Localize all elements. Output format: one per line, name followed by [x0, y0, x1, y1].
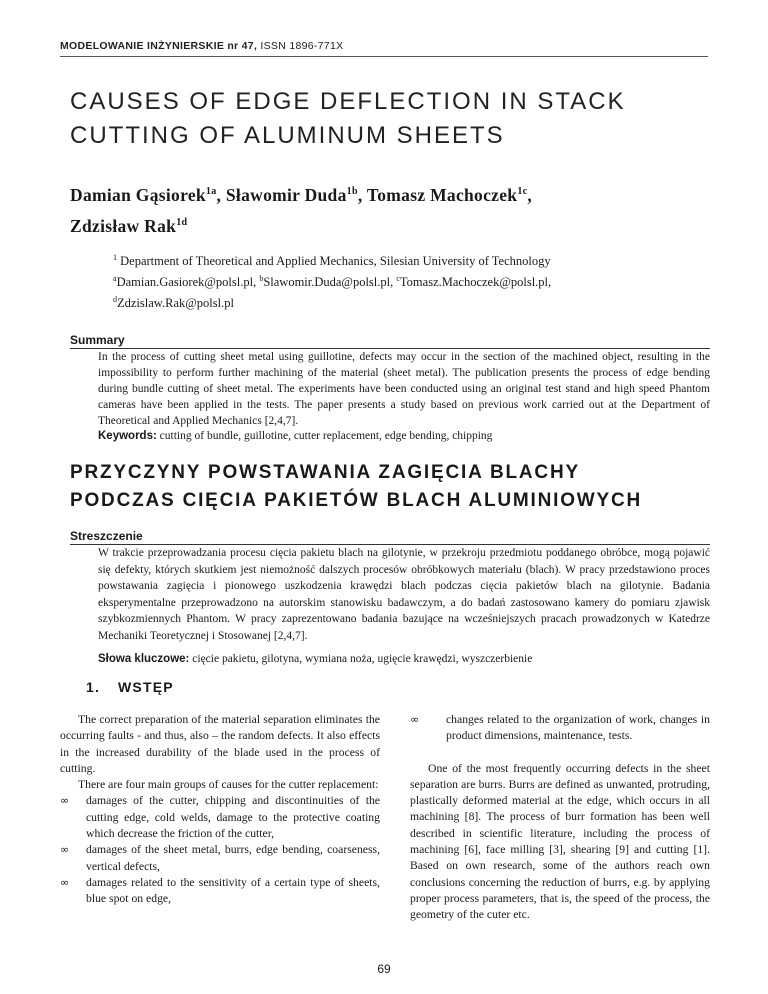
author-email[interactable]: Tomasz.Machoczek@polsl.pl — [399, 275, 549, 290]
section-number: 1. — [86, 679, 101, 695]
list-item — [60, 875, 380, 908]
title-en-line-1: CAUSES OF EDGE DEFLECTION IN STACK — [70, 88, 626, 115]
list-item-text: damages of the cutter, chipping and discontinuities of the cutting edge, cold welds, damage to the protective coating which decrease the friction of the cutter, — [86, 794, 380, 841]
email-mark: a — [113, 274, 117, 284]
author-email[interactable]: Damian.Gasiorek@polsl.pl — [116, 275, 254, 290]
streszczenie-heading: Streszczenie — [70, 529, 710, 545]
email-separator: , — [390, 275, 397, 290]
infinity-bullet-icon: ∞ — [60, 794, 70, 808]
journal-header — [60, 40, 708, 57]
author-name: Tomasz Machoczek — [366, 184, 518, 205]
author-name: Zdzisław Rak — [70, 215, 177, 236]
title-pl-line-1: PRZYCZYNY POWSTAWANIA ZAGIĘCIA BLACHY — [70, 462, 580, 483]
email-mark: d — [113, 295, 117, 305]
keywords-line — [98, 428, 710, 444]
paper-title-english — [70, 85, 710, 153]
affiliation-text: Department of Theoretical and Applied Mechanics, Silesian University of Technology — [120, 254, 551, 269]
summary-text: In the process of cutting sheet metal using guillotine, defects may occur in the section of the machined object, resulting in the impossibility to perform further machining of the material (sheet metal). The publication presents the process of edge bending during bundle cutting of sheet metal. The experiments have been conducted using an original test stand and high speed Phantom cameras have been applied in the tests. The paper presents a study based on previous work carried out at the Department of Theoretical and Applied Mechanics [2,4,7]. — [98, 351, 710, 427]
left-column — [60, 712, 380, 908]
email-mark: b — [259, 274, 264, 284]
journal-issn: ISSN 1896-771X — [260, 40, 344, 52]
author-email[interactable]: Zdzislaw.Rak@polsl.pl — [117, 296, 234, 311]
section-title: WSTĘP — [118, 679, 174, 695]
list-item — [410, 712, 710, 745]
section-heading — [86, 679, 174, 695]
author-separator: , — [357, 184, 367, 205]
slowa-kluczowe-label: Słowa kluczowe: — [98, 653, 190, 665]
author-affiliation-mark: 1b — [346, 186, 358, 197]
affiliation-number: 1 — [113, 253, 117, 262]
email-mark: c — [396, 274, 400, 284]
author-name: Sławomir Duda — [225, 184, 347, 205]
keywords-text: cutting of bundle, guillotine, cutter replacement, edge bending, chipping — [159, 430, 493, 442]
author-separator: , — [527, 184, 533, 205]
paragraph: There are four main groups of causes for the cutter replacement: — [78, 778, 379, 792]
list-item — [60, 842, 380, 875]
page-number: 69 — [377, 962, 391, 976]
author-list — [70, 178, 710, 240]
paragraph: One of the most frequently occurring defects in the sheet separation are burrs. Burrs are defined as unwanted, protruding, plastically deformed material at the edge, which occurs in all machining [8]. The process of burr formation has been well described in scientific literature, including the process of machining [6], face milling [3], shearing [9] and cutting [1]. Based on own research, some of the authors reach own conclusions concerning the reduction of burrs, e.g. by applying proper process parameters, that is, the speed of the process, the geometry of the cuter etc. — [410, 761, 710, 922]
author-email[interactable]: Slawomir.Duda@polsl.pl — [263, 275, 391, 290]
author-affiliation-mark: 1a — [205, 186, 217, 197]
infinity-bullet-icon: ∞ — [60, 843, 70, 857]
list-item-text: damages of the sheet metal, burrs, edge bending, coarseness, vertical defects, — [86, 843, 380, 873]
right-column — [410, 712, 710, 924]
keywords-label: Keywords: — [98, 430, 157, 442]
author-separator: , — [216, 184, 226, 205]
infinity-bullet-icon: ∞ — [410, 713, 420, 726]
summary-heading: Summary — [70, 333, 710, 349]
author-affiliation-mark: 1c — [517, 186, 528, 197]
list-item-text: damages related to the sensitivity of a certain type of sheets, blue spot on edge, — [86, 875, 380, 906]
list-item-text: changes related to the organization of work, changes in product dimensions, maintenance, tests. — [446, 713, 710, 743]
list-item — [60, 793, 380, 842]
email-separator: , — [253, 275, 260, 290]
title-en-line-2: CUTTING OF ALUMINUM SHEETS — [70, 122, 505, 149]
cause-list-continued — [410, 712, 710, 745]
affiliation-block — [113, 249, 713, 312]
slowa-kluczowe-text: cięcie pakietu, gilotyna, wymiana noża, ugięcie krawędzi, wyszczerbienie — [192, 653, 533, 665]
spacer — [410, 745, 710, 761]
author-affiliation-mark: 1d — [176, 216, 188, 228]
streszczenie-text: W trakcie przeprowadzania procesu cięcia pakietu blach na gilotynie, w przekroju przedmiotu poddanego obróbce, mogą pojawić się defekty, których skutkiem jest niemożność dalszych procesów obróbkowych materiału (blach). W pracy przedstawiono proces powstawania zagięcia i pionowego uszkodzenia krawędzi blach podczas cięcia pakietów blach na gilotynie. Badania eksperymentalne przeprowadzono na autorskim stanowisku badawczym, a do badań zastosowano kamery do pomiaru zjawisk szybkozmiennych Phantom. W pracy zaprezentowano badania bazujące na wcześniejszych pracach prowadzonych w Katedrze Mechaniki Teoretycznej i Stosowanej [2,4,7]. — [98, 547, 710, 642]
email-separator: , — [548, 275, 552, 290]
slowa-kluczowe-line — [98, 651, 710, 667]
paper-title-polish — [70, 459, 710, 515]
paragraph: The correct preparation of the material separation eliminates the occurring faults - and thus, also – the random defects. It also effects in the increased durability of the blade used in the process of cutting. — [60, 713, 380, 775]
cause-list — [60, 793, 380, 907]
journal-name: MODELOWANIE INŻYNIERSKIE nr 47, — [60, 40, 258, 52]
title-pl-line-2: PODCZAS CIĘCIA PAKIETÓW BLACH ALUMINIOWYCH — [70, 490, 643, 511]
author-name: Damian Gąsiorek — [70, 184, 206, 205]
infinity-bullet-icon: ∞ — [60, 875, 70, 889]
